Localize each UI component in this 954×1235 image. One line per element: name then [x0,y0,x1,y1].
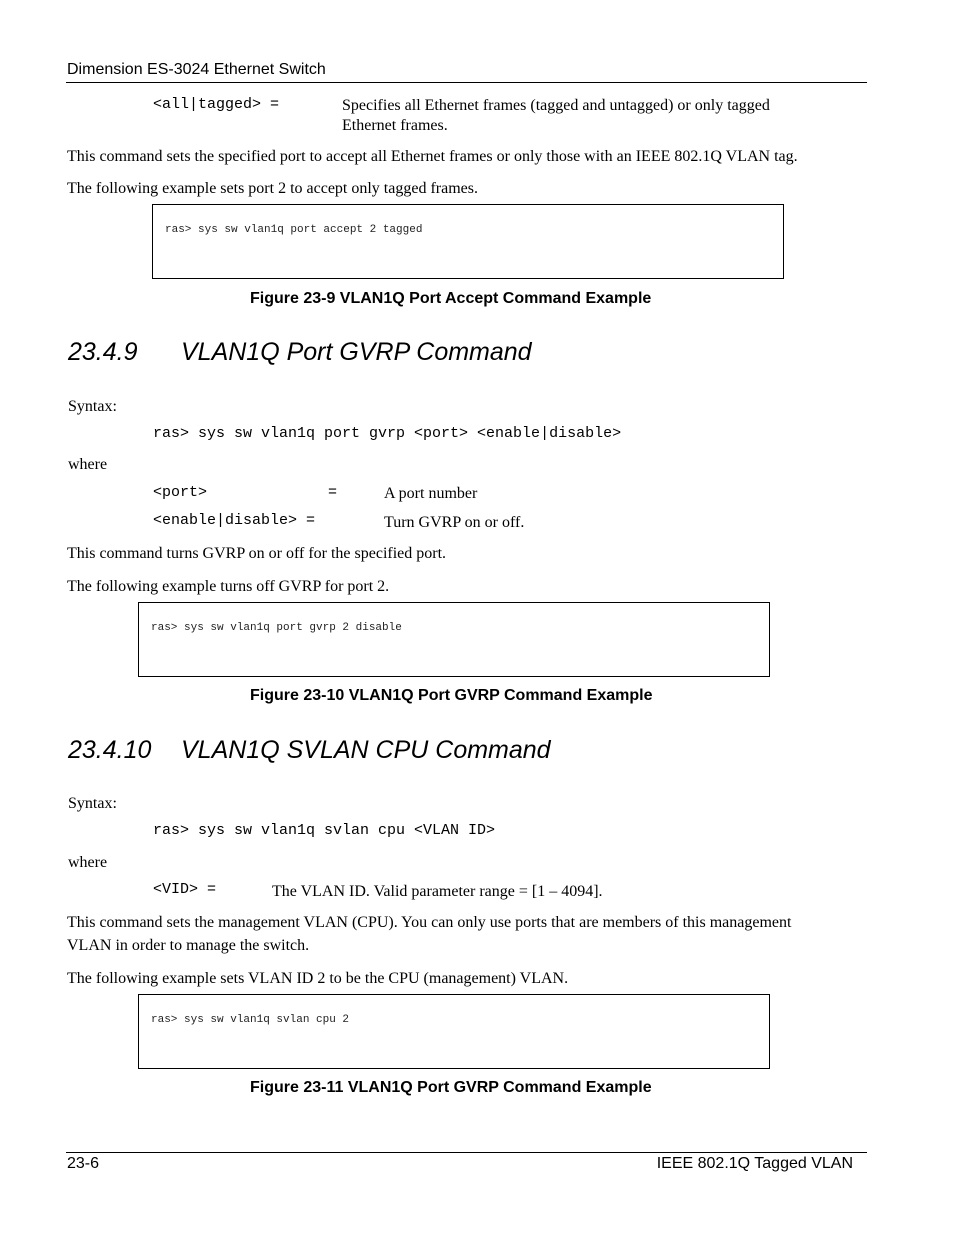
section-number: 23.4.9 [68,338,138,366]
code-example-box [152,204,784,279]
param-equals: = [328,484,338,501]
paragraph: The following example sets port 2 to accept only tagged frames. [67,180,478,197]
paragraph-line: This command sets the management VLAN (CPU). You can only use ports that are members of this management [67,914,792,931]
param-desc-line1: Specifies all Ethernet frames (tagged and untagged) or only tagged [342,97,770,114]
param-name-all-tagged: <all|tagged> = [153,96,280,113]
paragraph: This command turns GVRP on or off for the specified port. [67,545,447,562]
code-example-box [138,994,770,1069]
param-name: <VID> = [153,881,217,898]
param-desc: A port number [384,485,478,502]
paragraph: The following example turns off GVRP for port 2. [67,578,390,595]
syntax-label: Syntax: [68,398,117,415]
figure-caption: Figure 23-9 VLAN1Q Port Accept Command Example [250,290,652,307]
syntax-command: ras> sys sw vlan1q svlan cpu <VLAN ID> [153,822,496,839]
figure-caption: Figure 23-11 VLAN1Q Port GVRP Command Example [250,1079,652,1096]
running-header: Dimension ES-3024 Ethernet Switch [67,61,326,78]
paragraph: This command sets the specified port to accept all Ethernet frames or only those with an IEEE 802.1Q VLAN tag. [67,148,798,165]
param-desc-line2: Ethernet frames. [342,117,448,134]
paragraph: The following example sets VLAN ID 2 to be the CPU (management) VLAN. [67,970,569,987]
footer-rule [66,1152,867,1153]
syntax-command: ras> sys sw vlan1q port gvrp <port> <enable|disable> [153,425,622,442]
where-label: where [68,854,108,871]
code-example-box [138,602,770,677]
code-line: ras> sys sw vlan1q port accept 2 tagged [165,224,423,236]
param-name: <port> [153,484,208,501]
where-label: where [68,456,108,473]
paragraph-line: VLAN in order to manage the switch. [67,937,310,954]
figure-caption: Figure 23-10 VLAN1Q Port GVRP Command Example [250,687,653,704]
param-desc: Turn GVRP on or off. [384,514,525,531]
section-title: VLAN1Q Port GVRP Command [181,338,532,366]
section-number: 23.4.10 [68,736,152,764]
header-rule [66,82,867,83]
syntax-label: Syntax: [68,795,117,812]
code-line: ras> sys sw vlan1q svlan cpu 2 [151,1014,350,1026]
chapter-title: IEEE 802.1Q Tagged VLAN [656,1155,853,1172]
param-name: <enable|disable> = [153,512,316,529]
page-number: 23-6 [67,1155,100,1172]
code-line: ras> sys sw vlan1q port gvrp 2 disable [151,622,402,634]
param-desc: The VLAN ID. Valid parameter range = [1 – 4094]. [272,883,603,900]
section-title: VLAN1Q SVLAN CPU Command [181,736,551,764]
